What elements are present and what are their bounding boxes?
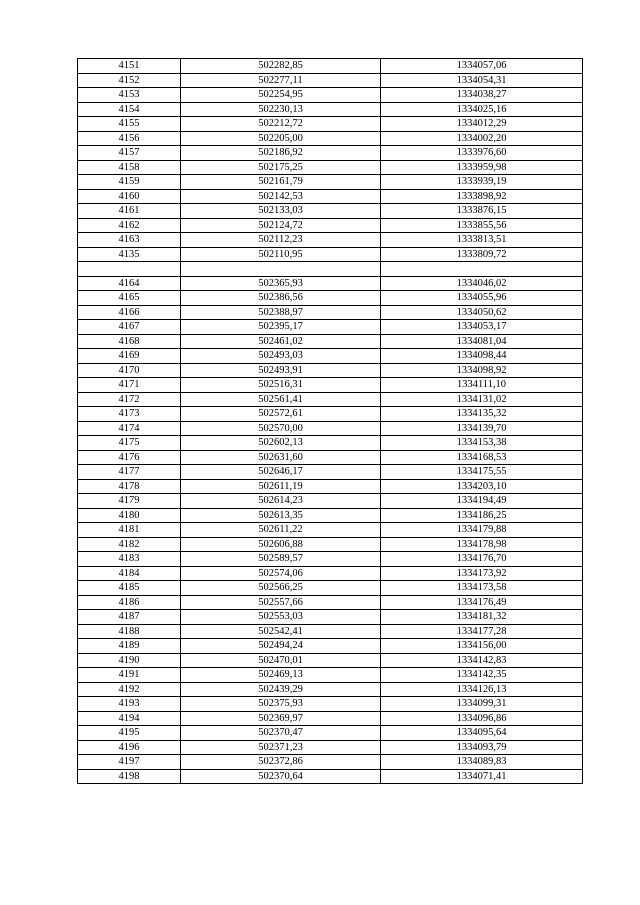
y-coordinate-cell: 1334096,86 <box>381 711 583 726</box>
point-number-cell: 4155 <box>78 117 181 132</box>
x-coordinate-cell: 502282,85 <box>181 59 381 74</box>
y-coordinate-cell: 1334156,00 <box>381 639 583 654</box>
y-coordinate-cell: 1334139,70 <box>381 421 583 436</box>
table-row <box>78 755 583 770</box>
table-row <box>78 479 583 494</box>
x-coordinate-cell: 502469,13 <box>181 668 381 683</box>
point-number-cell: 4184 <box>78 566 181 581</box>
point-number-cell: 4169 <box>78 349 181 364</box>
table-row <box>78 682 583 697</box>
table-row <box>78 233 583 248</box>
point-number-cell: 4172 <box>78 392 181 407</box>
point-number-cell: 4161 <box>78 204 181 219</box>
x-coordinate-cell: 502553,03 <box>181 610 381 625</box>
y-coordinate-cell: 1334135,32 <box>381 407 583 422</box>
table-row <box>78 552 583 567</box>
x-coordinate-cell: 502589,57 <box>181 552 381 567</box>
point-number-cell <box>78 262 181 277</box>
table-row <box>78 711 583 726</box>
y-coordinate-cell: 1333809,72 <box>381 247 583 262</box>
point-number-cell: 4158 <box>78 160 181 175</box>
point-number-cell: 4194 <box>78 711 181 726</box>
table-row <box>78 349 583 364</box>
point-number-cell: 4195 <box>78 726 181 741</box>
table-row <box>78 175 583 190</box>
point-number-cell: 4178 <box>78 479 181 494</box>
table-row <box>78 363 583 378</box>
point-number-cell: 4191 <box>78 668 181 683</box>
table-row <box>78 262 583 277</box>
point-number-cell: 4177 <box>78 465 181 480</box>
table-row <box>78 450 583 465</box>
x-coordinate-cell: 502370,64 <box>181 769 381 784</box>
y-coordinate-cell: 1334081,04 <box>381 334 583 349</box>
y-coordinate-cell: 1334055,96 <box>381 291 583 306</box>
point-number-cell: 4162 <box>78 218 181 233</box>
x-coordinate-cell: 502606,88 <box>181 537 381 552</box>
table-row <box>78 581 583 596</box>
point-number-cell: 4197 <box>78 755 181 770</box>
y-coordinate-cell: 1334089,83 <box>381 755 583 770</box>
y-coordinate-cell: 1334071,41 <box>381 769 583 784</box>
table-row <box>78 131 583 146</box>
y-coordinate-cell: 1334126,13 <box>381 682 583 697</box>
x-coordinate-cell: 502133,03 <box>181 204 381 219</box>
y-coordinate-cell: 1333876,15 <box>381 204 583 219</box>
y-coordinate-cell: 1334053,17 <box>381 320 583 335</box>
table-row <box>78 378 583 393</box>
table-row <box>78 624 583 639</box>
table-row <box>78 73 583 88</box>
point-number-cell: 4175 <box>78 436 181 451</box>
point-number-cell: 4151 <box>78 59 181 74</box>
table-row <box>78 523 583 538</box>
x-coordinate-cell: 502566,25 <box>181 581 381 596</box>
y-coordinate-cell: 1334002,20 <box>381 131 583 146</box>
x-coordinate-cell: 502205,00 <box>181 131 381 146</box>
x-coordinate-cell: 502175,25 <box>181 160 381 175</box>
x-coordinate-cell: 502254,95 <box>181 88 381 103</box>
point-number-cell: 4135 <box>78 247 181 262</box>
point-number-cell: 4186 <box>78 595 181 610</box>
y-coordinate-cell: 1334168,53 <box>381 450 583 465</box>
x-coordinate-cell <box>181 262 381 277</box>
y-coordinate-cell: 1334025,16 <box>381 102 583 117</box>
table-row <box>78 610 583 625</box>
y-coordinate-cell: 1334153,38 <box>381 436 583 451</box>
point-number-cell: 4167 <box>78 320 181 335</box>
table-row <box>78 639 583 654</box>
x-coordinate-cell: 502395,17 <box>181 320 381 335</box>
table-row <box>78 769 583 784</box>
point-number-cell: 4196 <box>78 740 181 755</box>
y-coordinate-cell: 1334098,92 <box>381 363 583 378</box>
x-coordinate-cell: 502557,66 <box>181 595 381 610</box>
point-number-cell: 4160 <box>78 189 181 204</box>
table-row <box>78 494 583 509</box>
x-coordinate-cell: 502570,00 <box>181 421 381 436</box>
point-number-cell: 4181 <box>78 523 181 538</box>
y-coordinate-cell: 1334095,64 <box>381 726 583 741</box>
y-coordinate-cell: 1334181,32 <box>381 610 583 625</box>
x-coordinate-cell: 502470,01 <box>181 653 381 668</box>
y-coordinate-cell: 1334178,98 <box>381 537 583 552</box>
table-row <box>78 117 583 132</box>
y-coordinate-cell: 1334176,49 <box>381 595 583 610</box>
point-number-cell: 4190 <box>78 653 181 668</box>
x-coordinate-cell: 502602,13 <box>181 436 381 451</box>
x-coordinate-cell: 502613,35 <box>181 508 381 523</box>
x-coordinate-cell: 502611,19 <box>181 479 381 494</box>
x-coordinate-cell: 502388,97 <box>181 305 381 320</box>
point-number-cell: 4173 <box>78 407 181 422</box>
point-number-cell: 4157 <box>78 146 181 161</box>
y-coordinate-cell: 1334203,10 <box>381 479 583 494</box>
point-number-cell: 4159 <box>78 175 181 190</box>
y-coordinate-cell: 1334131,02 <box>381 392 583 407</box>
y-coordinate-cell: 1334173,58 <box>381 581 583 596</box>
x-coordinate-cell: 502372,86 <box>181 755 381 770</box>
point-number-cell: 4182 <box>78 537 181 552</box>
x-coordinate-cell: 502574,06 <box>181 566 381 581</box>
y-coordinate-cell: 1333898,92 <box>381 189 583 204</box>
x-coordinate-cell: 502230,13 <box>181 102 381 117</box>
point-number-cell: 4152 <box>78 73 181 88</box>
x-coordinate-cell: 502212,72 <box>181 117 381 132</box>
table-row <box>78 218 583 233</box>
y-coordinate-cell: 1333976,60 <box>381 146 583 161</box>
y-coordinate-cell: 1334093,79 <box>381 740 583 755</box>
point-number-cell: 4176 <box>78 450 181 465</box>
x-coordinate-cell: 502542,41 <box>181 624 381 639</box>
table-row <box>78 334 583 349</box>
x-coordinate-cell: 502371,23 <box>181 740 381 755</box>
x-coordinate-cell: 502142,53 <box>181 189 381 204</box>
x-coordinate-cell: 502124,72 <box>181 218 381 233</box>
y-coordinate-cell: 1333855,56 <box>381 218 583 233</box>
x-coordinate-cell: 502494,24 <box>181 639 381 654</box>
table-row <box>78 668 583 683</box>
y-coordinate-cell: 1334173,92 <box>381 566 583 581</box>
point-number-cell: 4193 <box>78 697 181 712</box>
x-coordinate-cell: 502112,23 <box>181 233 381 248</box>
x-coordinate-cell: 502375,93 <box>181 697 381 712</box>
y-coordinate-cell: 1334176,70 <box>381 552 583 567</box>
y-coordinate-cell: 1334099,31 <box>381 697 583 712</box>
x-coordinate-cell: 502493,03 <box>181 349 381 364</box>
point-number-cell: 4164 <box>78 276 181 291</box>
table-row <box>78 276 583 291</box>
point-number-cell: 4156 <box>78 131 181 146</box>
coordinates-table-body <box>78 59 583 784</box>
point-number-cell: 4192 <box>78 682 181 697</box>
table-row <box>78 146 583 161</box>
table-row <box>78 392 583 407</box>
x-coordinate-cell: 502161,79 <box>181 175 381 190</box>
y-coordinate-cell: 1334012,29 <box>381 117 583 132</box>
table-row <box>78 726 583 741</box>
point-number-cell: 4168 <box>78 334 181 349</box>
y-coordinate-cell: 1334179,88 <box>381 523 583 538</box>
x-coordinate-cell: 502369,97 <box>181 711 381 726</box>
x-coordinate-cell: 502646,17 <box>181 465 381 480</box>
y-coordinate-cell: 1334175,55 <box>381 465 583 480</box>
point-number-cell: 4163 <box>78 233 181 248</box>
table-row <box>78 537 583 552</box>
y-coordinate-cell: 1334057,06 <box>381 59 583 74</box>
table-row <box>78 465 583 480</box>
y-coordinate-cell: 1334038,27 <box>381 88 583 103</box>
y-coordinate-cell: 1333939,19 <box>381 175 583 190</box>
x-coordinate-cell: 502461,02 <box>181 334 381 349</box>
point-number-cell: 4170 <box>78 363 181 378</box>
y-coordinate-cell: 1334050,62 <box>381 305 583 320</box>
point-number-cell: 4174 <box>78 421 181 436</box>
y-coordinate-cell: 1333959,98 <box>381 160 583 175</box>
x-coordinate-cell: 502386,56 <box>181 291 381 306</box>
y-coordinate-cell: 1334046,02 <box>381 276 583 291</box>
table-row <box>78 421 583 436</box>
y-coordinate-cell: 1334098,44 <box>381 349 583 364</box>
point-number-cell: 4166 <box>78 305 181 320</box>
point-number-cell: 4188 <box>78 624 181 639</box>
x-coordinate-cell: 502186,92 <box>181 146 381 161</box>
point-number-cell: 4183 <box>78 552 181 567</box>
x-coordinate-cell: 502611,22 <box>181 523 381 538</box>
table-row <box>78 653 583 668</box>
table-row <box>78 291 583 306</box>
y-coordinate-cell <box>381 262 583 277</box>
x-coordinate-cell: 502493,91 <box>181 363 381 378</box>
y-coordinate-cell: 1334186,25 <box>381 508 583 523</box>
point-number-cell: 4198 <box>78 769 181 784</box>
table-row <box>78 88 583 103</box>
x-coordinate-cell: 502631,60 <box>181 450 381 465</box>
y-coordinate-cell: 1334194,49 <box>381 494 583 509</box>
x-coordinate-cell: 502277,11 <box>181 73 381 88</box>
table-row <box>78 189 583 204</box>
table-row <box>78 508 583 523</box>
y-coordinate-cell: 1334142,35 <box>381 668 583 683</box>
point-number-cell: 4165 <box>78 291 181 306</box>
table-row <box>78 305 583 320</box>
y-coordinate-cell: 1334111,10 <box>381 378 583 393</box>
point-number-cell: 4185 <box>78 581 181 596</box>
table-row <box>78 102 583 117</box>
table-row <box>78 595 583 610</box>
x-coordinate-cell: 502516,31 <box>181 378 381 393</box>
coordinates-table <box>77 58 583 784</box>
point-number-cell: 4179 <box>78 494 181 509</box>
table-row <box>78 740 583 755</box>
x-coordinate-cell: 502439,29 <box>181 682 381 697</box>
x-coordinate-cell: 502614,23 <box>181 494 381 509</box>
table-row <box>78 59 583 74</box>
point-number-cell: 4187 <box>78 610 181 625</box>
y-coordinate-cell: 1333813,51 <box>381 233 583 248</box>
table-row <box>78 160 583 175</box>
x-coordinate-cell: 502370,47 <box>181 726 381 741</box>
point-number-cell: 4180 <box>78 508 181 523</box>
point-number-cell: 4189 <box>78 639 181 654</box>
point-number-cell: 4171 <box>78 378 181 393</box>
table-row <box>78 204 583 219</box>
x-coordinate-cell: 502572,61 <box>181 407 381 422</box>
y-coordinate-cell: 1334142,83 <box>381 653 583 668</box>
table-row <box>78 407 583 422</box>
table-row <box>78 247 583 262</box>
table-row <box>78 566 583 581</box>
table-row <box>78 320 583 335</box>
x-coordinate-cell: 502561,41 <box>181 392 381 407</box>
table-row <box>78 436 583 451</box>
x-coordinate-cell: 502110,95 <box>181 247 381 262</box>
y-coordinate-cell: 1334177,28 <box>381 624 583 639</box>
y-coordinate-cell: 1334054,31 <box>381 73 583 88</box>
point-number-cell: 4153 <box>78 88 181 103</box>
x-coordinate-cell: 502365,93 <box>181 276 381 291</box>
point-number-cell: 4154 <box>78 102 181 117</box>
table-row <box>78 697 583 712</box>
